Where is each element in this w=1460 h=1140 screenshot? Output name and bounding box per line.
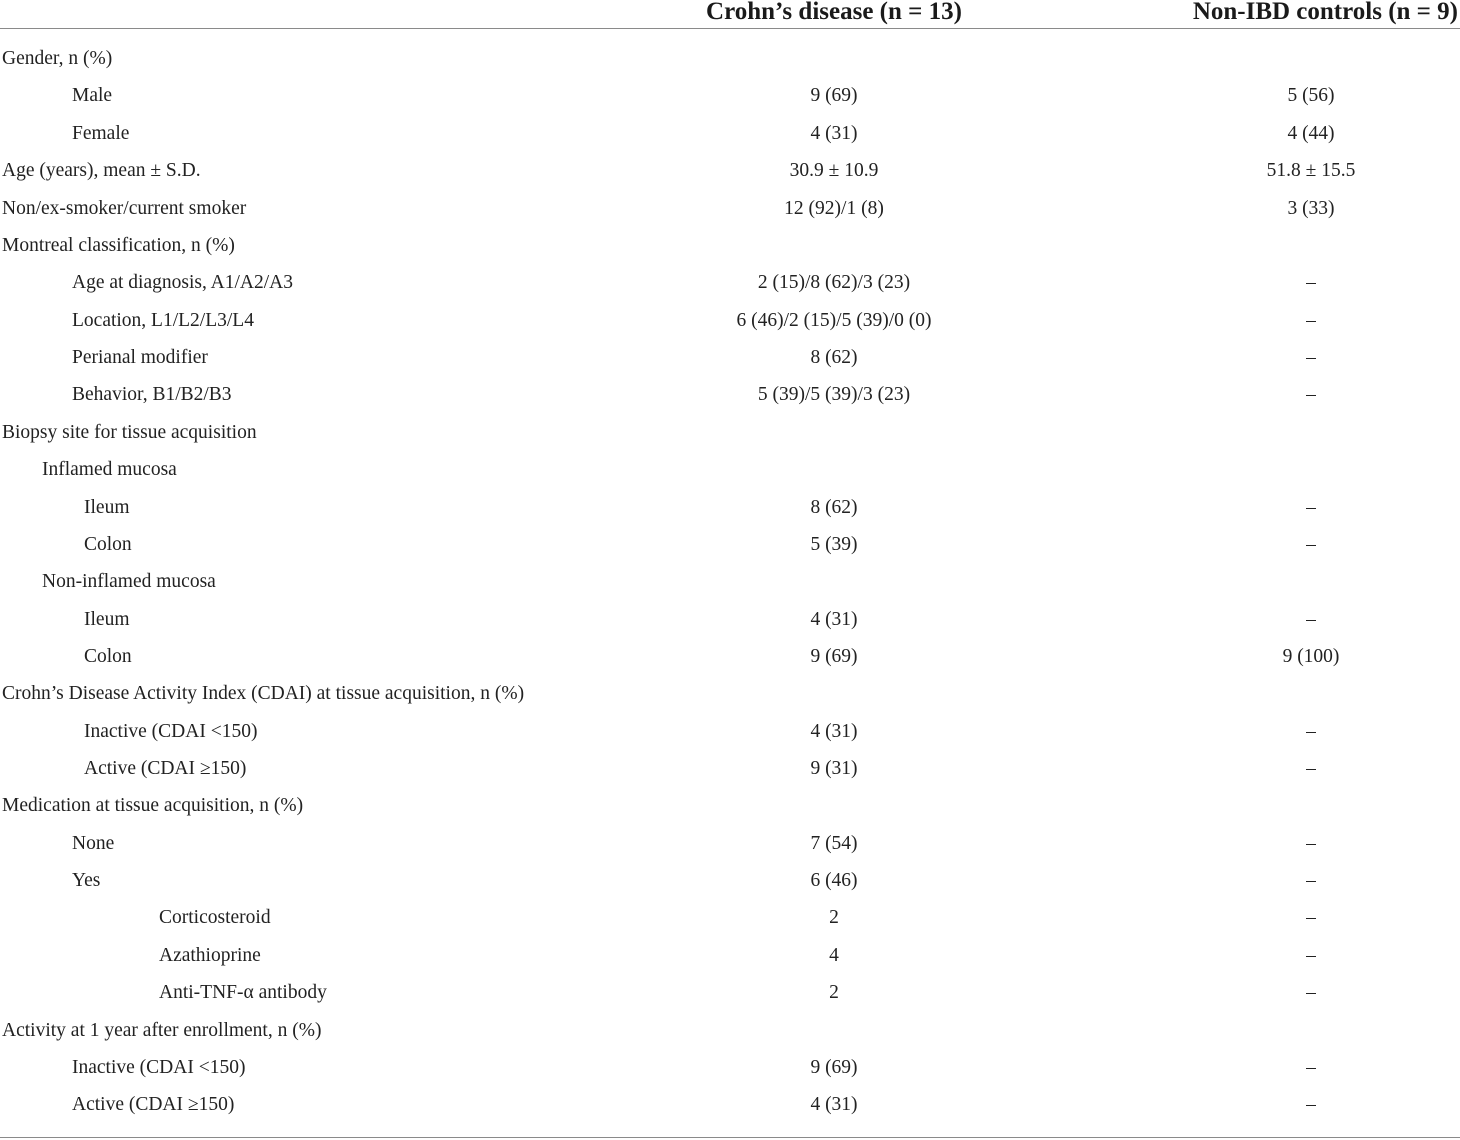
table-row bbox=[0, 77, 1460, 114]
row-label: Azathioprine bbox=[159, 945, 261, 966]
table-row-section bbox=[0, 1012, 1460, 1049]
control-value: – bbox=[1306, 534, 1316, 555]
row-label: Medication at tissue acquisition, n (%) bbox=[2, 795, 304, 816]
table-row-section bbox=[0, 414, 1460, 451]
control-value: – bbox=[1306, 907, 1316, 928]
crohns-value: 4 (31) bbox=[810, 609, 858, 630]
table-row bbox=[0, 1049, 1460, 1086]
table-row bbox=[0, 825, 1460, 862]
row-label: Colon bbox=[84, 534, 132, 555]
row-label: Colon bbox=[84, 646, 132, 667]
crohns-value: 2 bbox=[829, 982, 839, 1003]
row-label: Activity at 1 year after enrollment, n (%) bbox=[2, 1020, 322, 1041]
crohns-value: 8 (62) bbox=[810, 347, 858, 368]
row-label: Anti-TNF-α antibody bbox=[159, 982, 327, 1003]
row-label: Non-inflamed mucosa bbox=[42, 571, 216, 592]
control-value: – bbox=[1306, 272, 1316, 293]
table-row bbox=[0, 638, 1460, 675]
table-row bbox=[0, 264, 1460, 301]
header-crohns-disease: Crohn’s disease (n = 13) bbox=[706, 0, 962, 25]
row-label: Inflamed mucosa bbox=[42, 459, 177, 480]
crohns-value: 4 (31) bbox=[810, 721, 858, 742]
table-row bbox=[0, 489, 1460, 526]
row-label: None bbox=[72, 833, 115, 854]
row-label: Active (CDAI ≥150) bbox=[72, 1094, 235, 1115]
table-row-subsection bbox=[0, 451, 1460, 488]
control-value: – bbox=[1306, 945, 1316, 966]
control-value: – bbox=[1306, 870, 1316, 891]
control-value: – bbox=[1306, 310, 1316, 331]
control-value: – bbox=[1306, 982, 1316, 1003]
table-row bbox=[0, 713, 1460, 750]
row-label: Ileum bbox=[84, 609, 130, 630]
table-row bbox=[0, 974, 1460, 1011]
table-row bbox=[0, 750, 1460, 787]
header-non-ibd-controls: Non-IBD controls (n = 9) bbox=[1192, 0, 1458, 25]
control-value: – bbox=[1306, 721, 1316, 742]
table-row-section bbox=[0, 227, 1460, 264]
row-label: Inactive (CDAI <150) bbox=[72, 1057, 246, 1078]
row-label: Crohn’s Disease Activity Index (CDAI) at tissue acquisition, n (%) bbox=[2, 683, 525, 704]
crohns-value: 9 (69) bbox=[810, 646, 858, 667]
crohns-value: 2 bbox=[829, 907, 839, 928]
row-label: Behavior, B1/B2/B3 bbox=[72, 384, 232, 405]
table-row-section bbox=[0, 787, 1460, 824]
crohns-value: 30.9 ± 10.9 bbox=[789, 160, 879, 181]
table-row-subsection bbox=[0, 563, 1460, 600]
control-value: – bbox=[1306, 347, 1316, 368]
crohns-value: 6 (46)/2 (15)/5 (39)/0 (0) bbox=[736, 310, 932, 331]
table-row-gender bbox=[0, 40, 1460, 77]
row-label: Location, L1/L2/L3/L4 bbox=[72, 310, 254, 331]
table-row bbox=[0, 190, 1460, 227]
row-label: Gender, n (%) bbox=[2, 48, 113, 69]
table-row bbox=[0, 376, 1460, 413]
row-label: Inactive (CDAI <150) bbox=[84, 721, 258, 742]
crohns-value: 4 (31) bbox=[810, 123, 858, 144]
crohns-value: 9 (69) bbox=[810, 85, 858, 106]
table-row bbox=[0, 152, 1460, 189]
header-rule bbox=[0, 28, 1460, 29]
control-value: 4 (44) bbox=[1287, 123, 1335, 144]
row-label: Age at diagnosis, A1/A2/A3 bbox=[72, 272, 293, 293]
crohns-value: 5 (39) bbox=[810, 534, 858, 555]
table-row bbox=[0, 1086, 1460, 1123]
control-value: – bbox=[1306, 384, 1316, 405]
crohns-value: 12 (92)/1 (8) bbox=[784, 198, 884, 219]
crohns-value: 5 (39)/5 (39)/3 (23) bbox=[757, 384, 911, 405]
control-value: – bbox=[1306, 497, 1316, 518]
table-row bbox=[0, 862, 1460, 899]
row-label: Male bbox=[72, 85, 113, 106]
crohns-value: 2 (15)/8 (62)/3 (23) bbox=[757, 272, 911, 293]
crohns-value: 7 (54) bbox=[810, 833, 858, 854]
crohns-value: 9 (69) bbox=[810, 1057, 858, 1078]
crohns-value: 8 (62) bbox=[810, 497, 858, 518]
row-label: Corticosteroid bbox=[159, 907, 271, 928]
control-value: 5 (56) bbox=[1287, 85, 1335, 106]
crohns-value: 4 (31) bbox=[810, 1094, 858, 1115]
table-row bbox=[0, 601, 1460, 638]
row-label: Active (CDAI ≥150) bbox=[84, 758, 247, 779]
row-label: Perianal modifier bbox=[72, 347, 208, 368]
row-label: Female bbox=[72, 123, 130, 144]
crohns-value: 6 (46) bbox=[810, 870, 858, 891]
row-label: Yes bbox=[72, 870, 101, 891]
row-label: Biopsy site for tissue acquisition bbox=[2, 422, 257, 443]
control-value: 51.8 ± 15.5 bbox=[1266, 160, 1356, 181]
table-row bbox=[0, 302, 1460, 339]
footer-rule bbox=[0, 1137, 1460, 1138]
table-row bbox=[0, 339, 1460, 376]
table-row bbox=[0, 937, 1460, 974]
row-label: Age (years), mean ± S.D. bbox=[2, 160, 201, 181]
row-label: Non/ex-smoker/current smoker bbox=[2, 198, 247, 219]
row-label: Ileum bbox=[84, 497, 130, 518]
control-value: – bbox=[1306, 833, 1316, 854]
control-value: 9 (100) bbox=[1282, 646, 1340, 667]
row-label: Montreal classification, n (%) bbox=[2, 235, 235, 256]
control-value: – bbox=[1306, 1094, 1316, 1115]
table-row bbox=[0, 115, 1460, 152]
crohns-value: 9 (31) bbox=[810, 758, 858, 779]
control-value: – bbox=[1306, 1057, 1316, 1078]
table-row bbox=[0, 526, 1460, 563]
crohns-value: 4 bbox=[829, 945, 839, 966]
table-row-section bbox=[0, 675, 1460, 712]
control-value: 3 (33) bbox=[1287, 198, 1335, 219]
control-value: – bbox=[1306, 609, 1316, 630]
control-value: – bbox=[1306, 758, 1316, 779]
table-row bbox=[0, 899, 1460, 936]
